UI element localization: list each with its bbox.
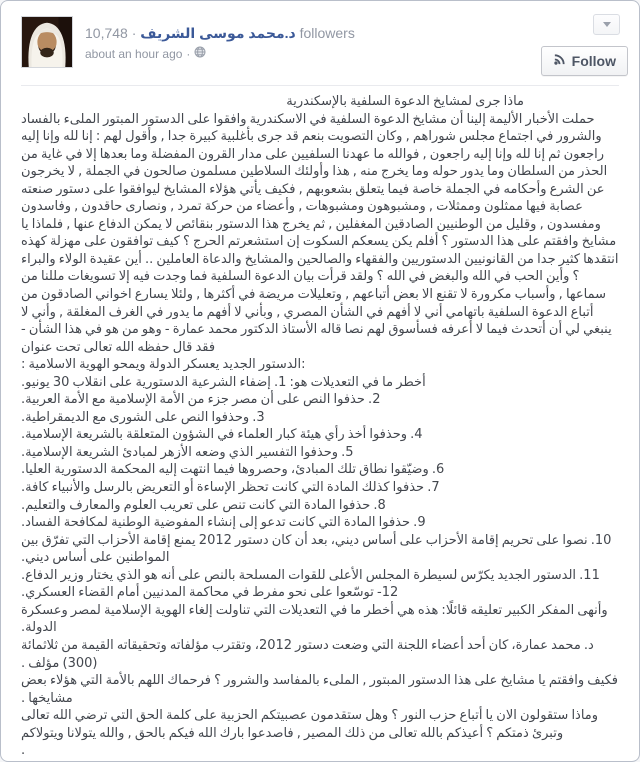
post-paragraph: .	[21, 743, 26, 759]
post-paragraph: 12- توسّعوا على نحو مفرط في محاكمة المدنيين أمام القضاء العسكري.	[21, 585, 399, 601]
story-options-button[interactable]	[593, 14, 620, 35]
post-paragraph: 7. حذفوا كذلك المادة التي كانت تحظر الإساءة أو التعريض بالرسل والأنبياء كافة.	[21, 480, 440, 496]
follow-rss-icon	[553, 53, 566, 69]
post-paragraph: 6. وضيّقوا نطاق تلك المبادئ، وحصروها فيما انتهت إليه المحكمة الدستورية العليا.	[21, 462, 445, 478]
post-paragraph: 11. الدستور الجديد يكرّس لسيطرة المجلس الأعلى للقوات المسلحة بالنص على أنه هو الذي يختار وزير الدفاع.	[21, 567, 600, 583]
followers-label: followers	[299, 25, 355, 41]
post-header	[1, 1, 639, 85]
post-paragraph: أخطر ما في التعديلات هو: 1. إضفاء الشرعية الدستورية على انقلاب 30 يونيو.	[21, 374, 426, 390]
post-paragraph: فكيف وافقتم يا مشايخ على هذا الدستور المبتور , الملىء بالمفاسد والشرور ؟ فرحماك اللهم بالأمة التي هؤلاء بعض مشايخها .	[21, 673, 619, 706]
follow-button[interactable]	[541, 46, 628, 76]
post-paragraph: ماذا جرى لمشايخ الدعوة السلفية بالإسكندرية	[286, 94, 524, 109]
post-paragraph: حملت الأخبار الأليمة إلينا أن مشايخ الدعوة السلفية في الاسكندرية وافقوا على الدستور المبتور الملىء بالفساد والشرور في اجتماع مجلس شوراهم , وكان التصويت بنعم قد جرى بأغلبية كبيرة جدا , وأقول لهم : إنا لله وإنا إليه راجعون ثم إنا لله وإنا إليه راجعون , فوالله ما عهدنا السلفيين على مدار القرون المفضلة وما بعدها إلا في غاية من الحذر من السلطان وما يدور حوله وما يخرج منه , هذا وأولئك السلاطين مسلمون صالحون في الجملة , لا يخرجون عن الشرع وأحكامه في الجملة خاصة فيما يتعلق بشعوبهم , فكيف يأتي هؤلاء المشايخ ليوافقوا على دستور صنعته عصابة فيها ممثلون وممثلات , ومشبوهون ومشبوهات , وأعضاء من حركة تمرد , ونصارى حاقدون , وفاسدون ومفسدون , وقليل من الوطنيين الصادقين المغفلين , ثم يخرج هذا الدستور بنقائص لا يمكن الدفاع عنها , فلماذا يا مشايخ وافقتم على هذا الدستور ؟ أفلم يكن يسعكم السكوت إن استشعرتم الحرج ؟ كيف توافقون على مهزلة كهذه انتقدها كثير جدا من القانونيين الدستوريين والفقهاء والصالحين والمشايخ والدعاة العاملين .. أين عقيدة الولاء والبراء ؟ وأين الحب في الله والبغض في الله ؟ ولقد قرأت بيان الدعوة السلفية فما وجدت فيه إلا تسويغات مللنا من سماعها , وأسباب مكرورة لا تقنع الا بعض أتباعهم , وتعليلات مريضة في أكثرها , ولئلا يسارع اخواني الصادقون من أتباع الدعوة السلفية باتهامي أني لا أفهم في الشأن المصري , وبأني لا أفهم ما يدور في الغرف المغلقة , وأني لا ينبغي لي أن أتحدث فيما لا أعرفه فسأسوق لهم نصا قاله الأستاذ الدكتور محمد عمارة - وهو من هو في هذا الشأن - فقد قال حفظه الله تعالى تحت عنوان	[21, 111, 619, 355]
post-meta	[85, 25, 505, 61]
profile-avatar[interactable]	[21, 16, 73, 68]
post-paragraph: 4. وحذفوا أخذ رأي هيئة كبار العلماء في الشؤون المتعلقة بالشريعة الإسلامية.	[21, 427, 423, 443]
timestamp-separator: ·	[186, 46, 191, 61]
post-paragraph: د. محمد عمارة، كان أحد أعضاء اللجنة التي وضعت دستور 2012، وتقترب مؤلفاته وتحقيقاته القيمة من ثلاثمائة (300) مؤلف .	[21, 637, 594, 671]
dot-separator: ·	[131, 25, 137, 41]
name-line	[85, 25, 505, 42]
post-paragraph: 3. وحذفوا النص على الشورى مع الديمقراطية.	[21, 409, 265, 425]
post-paragraph: وأنهى المفكر الكبير تعليقه قائلًا: هذه هي أخطر ما في التعديلات التي تناولت إلغاء الهوية الإسلامية لمصر وعسكرة الدولة.	[21, 602, 608, 636]
time-line	[85, 46, 505, 61]
timestamp-link[interactable]: about an hour ago	[85, 46, 183, 61]
post-text	[1, 86, 639, 760]
follow-button-label: Follow	[571, 53, 616, 69]
profile-photo-icon	[22, 17, 72, 67]
post-paragraph: 9. حذفوا المادة التي كانت تدعو إلى إنشاء المفوضية الوطنية لمكافحة الفساد.	[21, 515, 426, 531]
post-paragraph: 5. وحذفوا التفسير الذي وضعه الأزهر لمبادئ الشريعة الإسلامية.	[21, 444, 354, 460]
post-paragraph: :الدستور الجديد يعسكر الدولة ويمحو الهوية الاسلامية :	[21, 357, 306, 373]
globe-icon	[194, 46, 206, 61]
followers-count: 10,748	[85, 25, 128, 41]
profile-name-link[interactable]: د.محمد موسى الشريف	[140, 25, 296, 41]
post-paragraph: 10. نصوا على تحريم إقامة الأحزاب على أساس ديني، بعد أن كان دستور 2012 يمنع إقامة الأحزاب التي تفرّق بين المواطنين على أساس ديني.	[21, 532, 612, 566]
post-paragraph: وماذا ستقولون الان يا أتباع حزب النور ؟ وهل ستقدمون عصبيتكم الحزبية على كلمة الحق التي ترضي الله تعالى وتبرئ ذمتكم ؟ أعيذكم بالله تعالى من ذلك المصير , فاصدعوا بارك الله فيكم بالحق , والله يتولانا ويتولاكم	[21, 708, 599, 741]
chevron-down-icon	[603, 22, 611, 27]
post-paragraph: 8. حذفوا المادة التي كانت تنص على تعريب العلوم والمعارف والتعليم.	[21, 497, 386, 513]
post-paragraph: 2. حذفوا النص على أن مصر جزء من الأمة الإسلامية مع الأمة العربية.	[21, 392, 381, 408]
